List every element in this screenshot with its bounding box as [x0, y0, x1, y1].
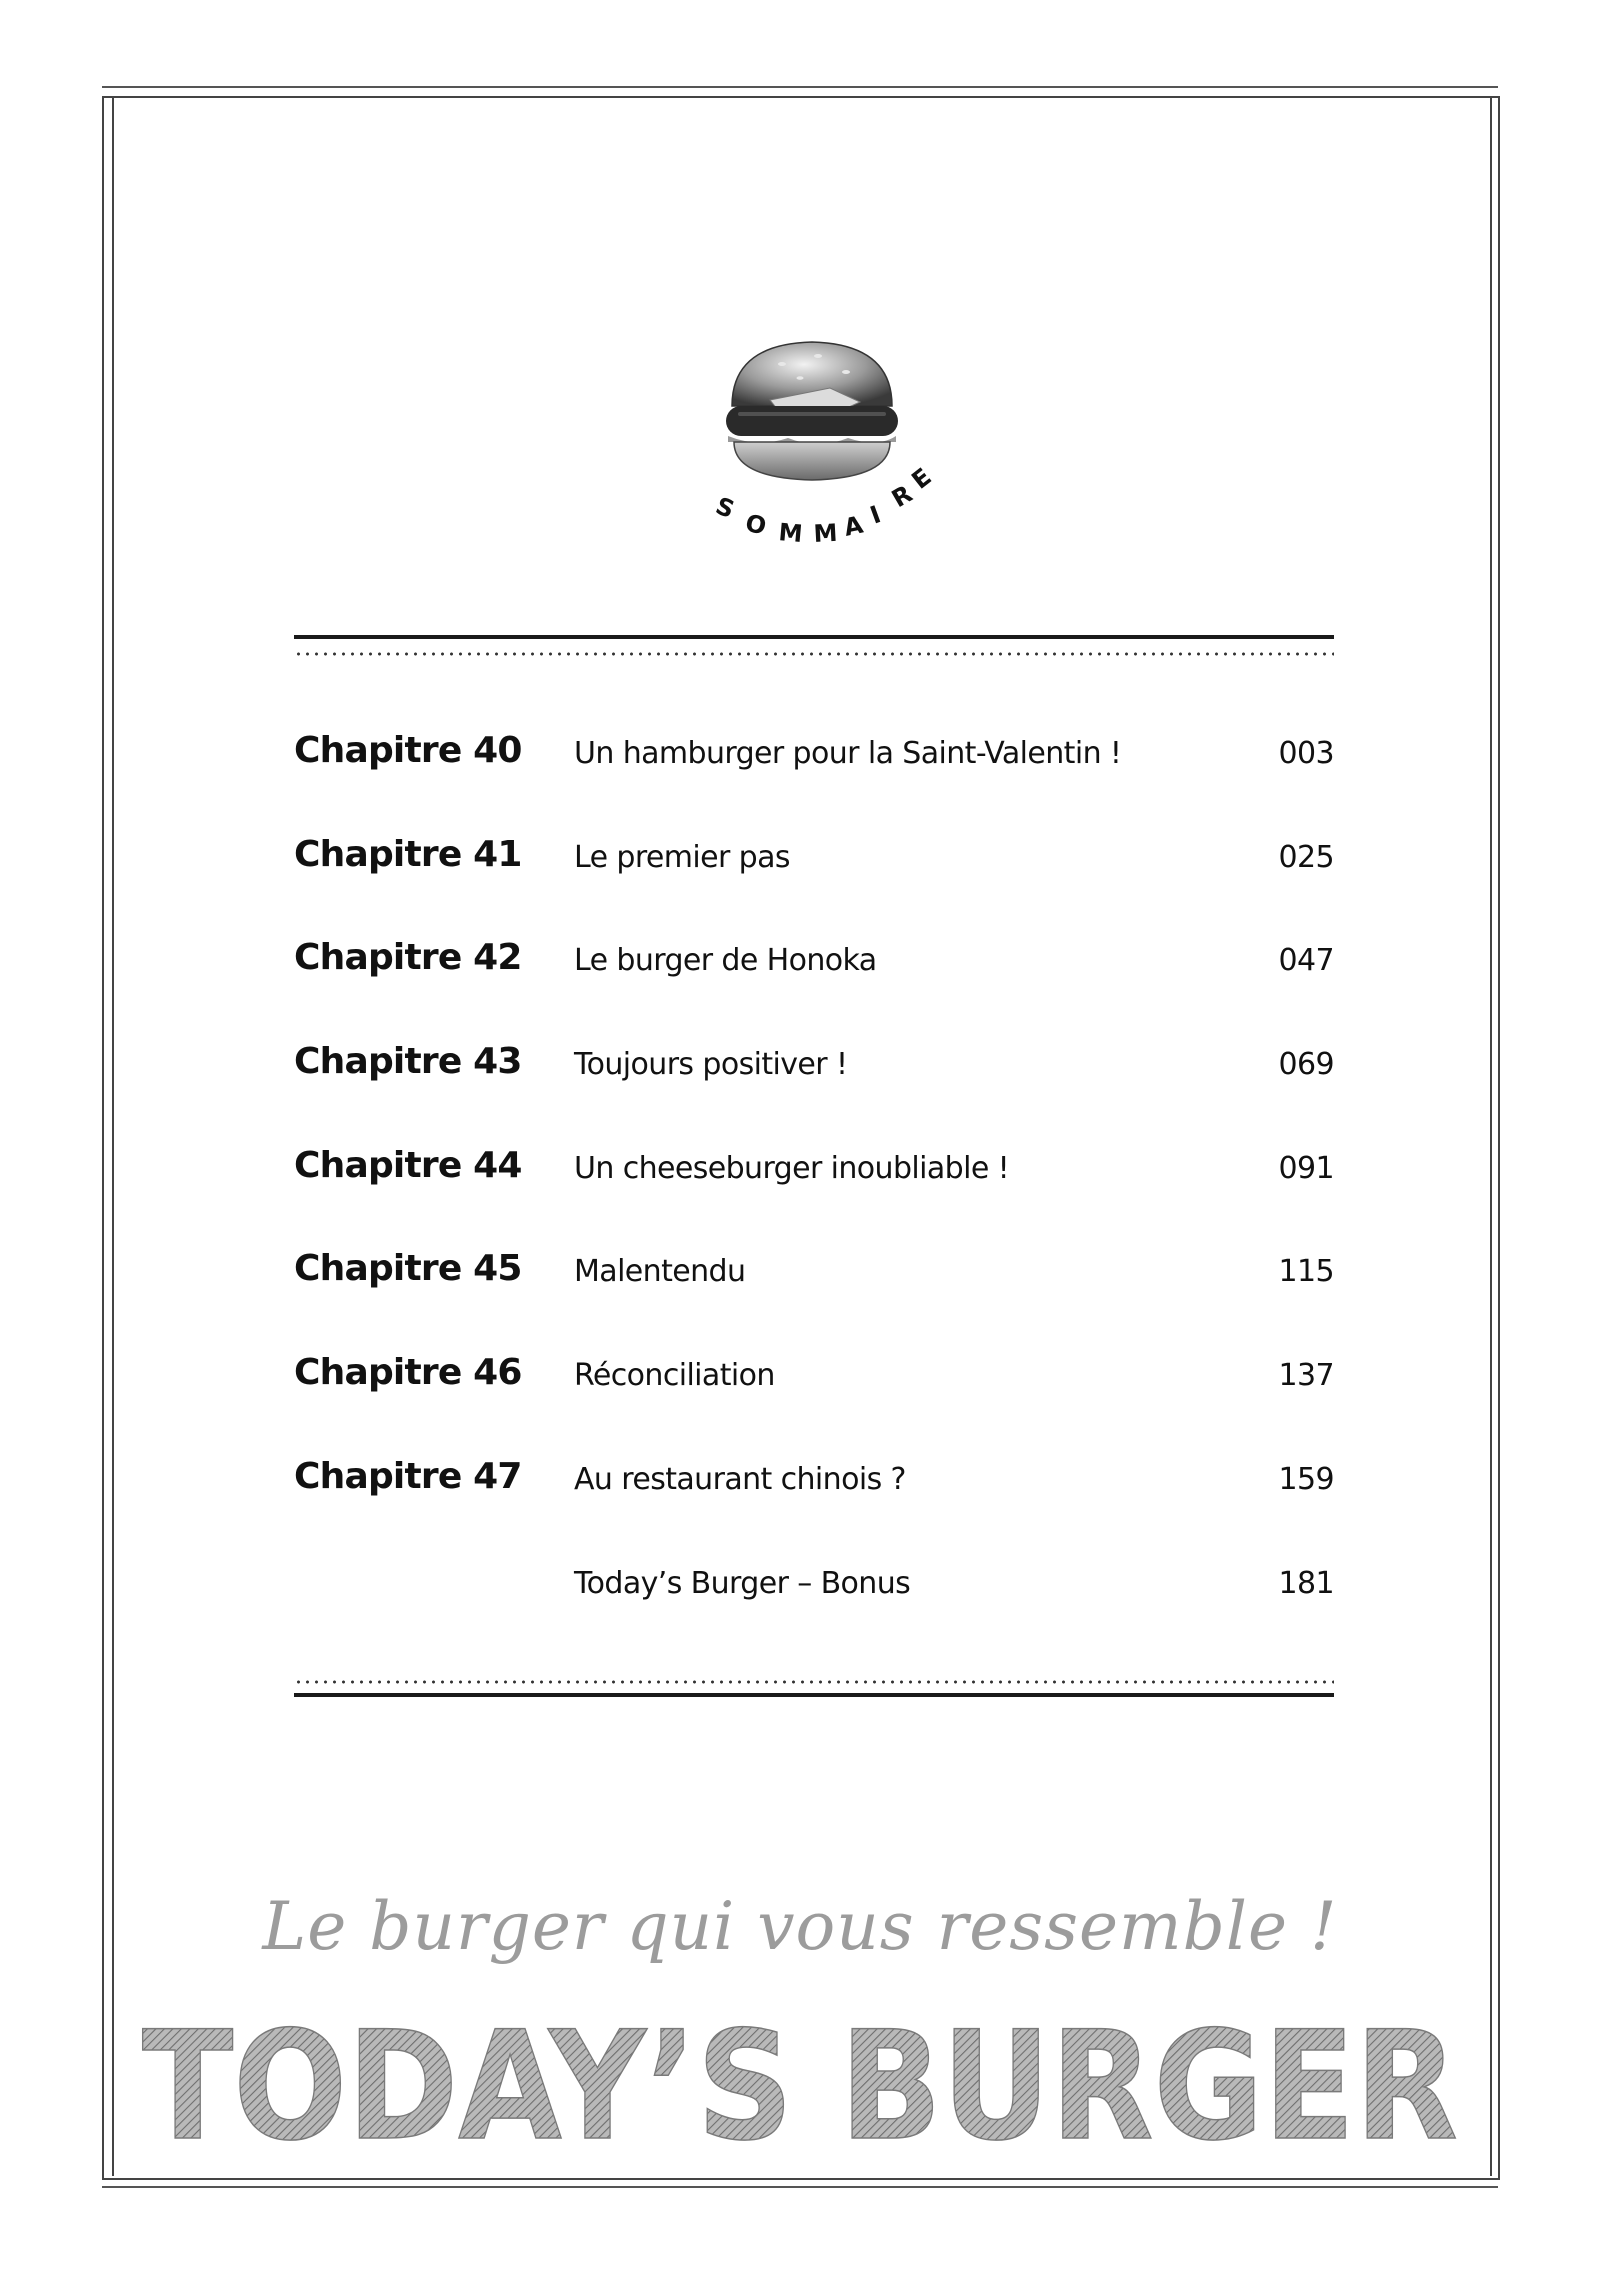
- chapter-page-number: 069: [1278, 1047, 1334, 1083]
- chapter-label: Chapitre 45: [294, 1248, 522, 1290]
- bottom-border-line: [102, 2186, 1498, 2188]
- chapter-title: Today’s Burger – Bonus: [574, 1565, 911, 1601]
- toc-row: [294, 1238, 1334, 1342]
- chapter-label: Chapitre 40: [294, 730, 522, 771]
- toc-row: [294, 1550, 1334, 1654]
- toc-bottom-dotted-rule: [294, 1680, 1334, 1684]
- sommaire-letter: M: [777, 518, 804, 549]
- toc-row: [294, 720, 1334, 824]
- chapter-title: Toujours positiver !: [574, 1047, 848, 1083]
- sommaire-letter: M: [812, 518, 839, 548]
- sommaire-letter: S: [711, 491, 739, 525]
- chapter-title: Un cheeseburger inoubliable !: [574, 1150, 1010, 1186]
- chapter-title: Un hamburger pour la Saint-Valentin !: [574, 736, 1122, 771]
- chapter-page-number: 025: [1278, 839, 1334, 875]
- toc-row: [294, 1031, 1334, 1135]
- chapter-page-number: 047: [1278, 943, 1334, 979]
- chapter-page-number: 159: [1278, 1461, 1334, 1497]
- chapter-title: Le burger de Honoka: [574, 943, 877, 979]
- brand-logo: [140, 2000, 1460, 2174]
- chapter-title: Le premier pas: [574, 839, 790, 875]
- burger-illustration: [718, 338, 906, 486]
- sommaire-letter: E: [906, 462, 937, 495]
- toc-row: [294, 927, 1334, 1031]
- toc-top-rule: [294, 635, 1334, 639]
- sommaire-heading: [680, 462, 944, 570]
- sommaire-letter: I: [866, 500, 885, 530]
- chapter-label: Chapitre 42: [294, 937, 522, 979]
- sommaire-letter: A: [841, 510, 866, 542]
- chapter-label: Chapitre 41: [294, 833, 522, 875]
- toc-row: [294, 824, 1334, 928]
- top-border-line: [102, 86, 1498, 88]
- chapter-label: Chapitre 43: [294, 1041, 522, 1083]
- toc-row: [294, 1446, 1334, 1550]
- slogan: Le burger qui vous ressemble !: [262, 1888, 1338, 1965]
- chapter-label: Chapitre 44: [294, 1144, 522, 1186]
- sommaire-letter: R: [887, 479, 918, 514]
- chapter-title: Malentendu: [574, 1254, 746, 1290]
- toc-bottom-rule: [294, 1693, 1334, 1697]
- chapter-page-number: 137: [1278, 1358, 1334, 1394]
- table-of-contents: [294, 720, 1334, 1653]
- chapter-page-number: 181: [1278, 1565, 1334, 1601]
- chapter-title: Réconciliation: [574, 1358, 775, 1394]
- chapter-label: Chapitre 46: [294, 1352, 522, 1394]
- chapter-page-number: 115: [1278, 1254, 1334, 1290]
- chapter-title: Au restaurant chinois ?: [574, 1461, 906, 1497]
- sommaire-letter: O: [742, 508, 770, 541]
- toc-row: [294, 1135, 1334, 1239]
- chapter-page-number: 003: [1278, 736, 1334, 771]
- chapter-label: Chapitre 47: [294, 1455, 522, 1497]
- brand-wordmark: TODAY’S BURGER: [142, 2000, 1458, 2174]
- toc-top-dotted-rule: [294, 652, 1334, 656]
- chapter-page-number: 091: [1278, 1150, 1334, 1186]
- toc-row: [294, 1342, 1334, 1446]
